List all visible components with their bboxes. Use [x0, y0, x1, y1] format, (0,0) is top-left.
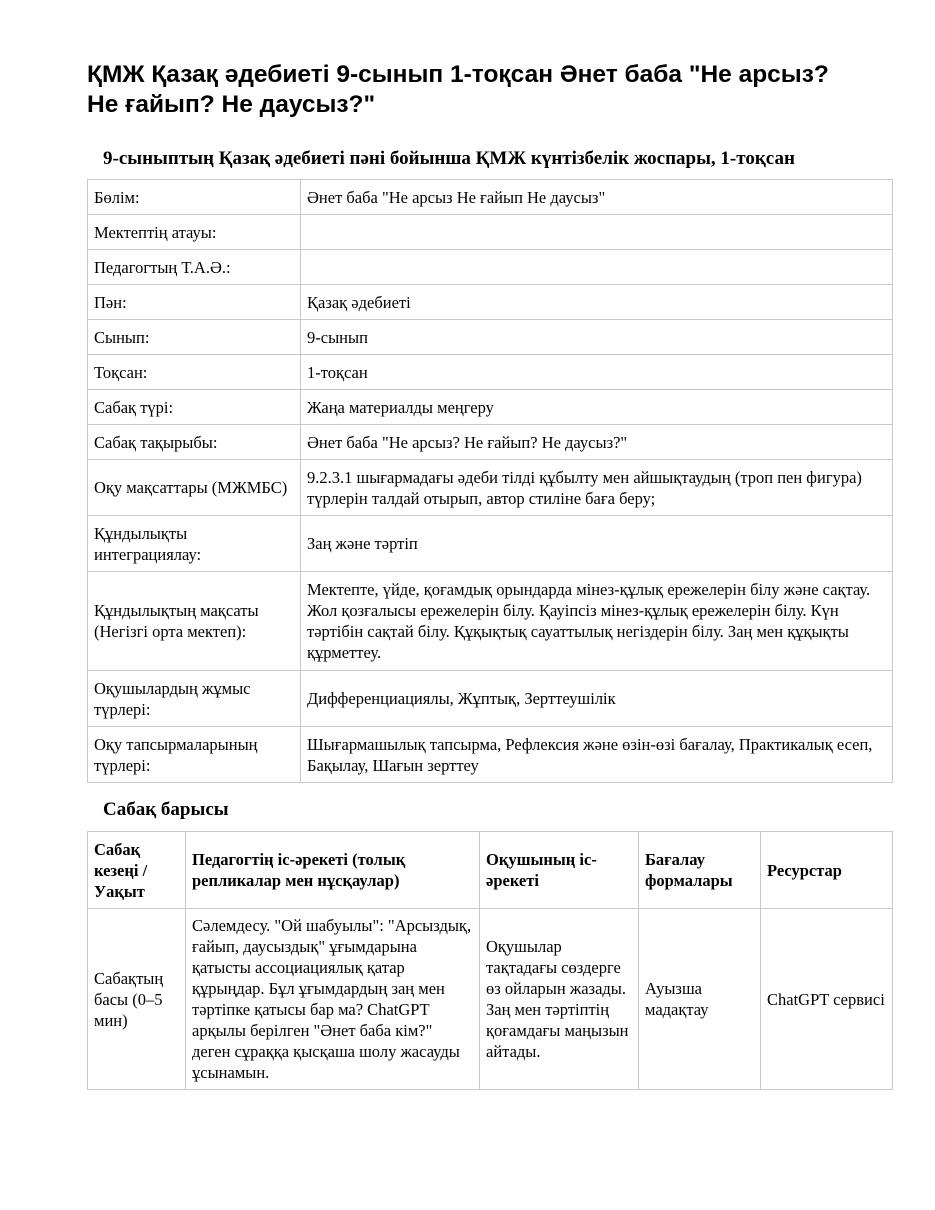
info-value: 9-сынып — [301, 320, 893, 355]
info-label: Оқу мақсаттары (МЖМБС) — [88, 460, 301, 516]
table-cell: ChatGPT сервисі — [761, 909, 893, 1090]
info-table — [87, 179, 893, 783]
info-label: Педагогтың Т.А.Ә.: — [88, 250, 301, 285]
table-row — [88, 671, 893, 727]
info-label: Бөлім: — [88, 180, 301, 215]
table-row — [88, 425, 893, 460]
table-row — [88, 250, 893, 285]
info-label: Сынып: — [88, 320, 301, 355]
info-label: Құндылықты интеграциялау: — [88, 516, 301, 572]
column-header: Ресурстар — [761, 832, 893, 909]
info-value: Қазақ әдебиеті — [301, 285, 893, 320]
info-value — [301, 215, 893, 250]
table-header-row — [88, 832, 893, 909]
info-value: Жаңа материалды меңгеру — [301, 390, 893, 425]
info-value: 1-тоқсан — [301, 355, 893, 390]
info-value — [301, 250, 893, 285]
column-header: Оқушының іс-әрекеті — [480, 832, 639, 909]
table-row — [88, 727, 893, 783]
table-cell: Ауызша мадақтау — [639, 909, 761, 1090]
info-value: Әнет баба "Не арсыз? Не ғайып? Не даусыз?" — [301, 425, 893, 460]
info-label: Пән: — [88, 285, 301, 320]
table-row — [88, 285, 893, 320]
table-row — [88, 909, 893, 1090]
table-row — [88, 390, 893, 425]
info-value: Шығармашылық тапсырма, Рефлексия және өзін-өзі бағалау, Практикалық есеп, Бақылау, Шағын зерттеу — [301, 727, 893, 783]
table-row — [88, 460, 893, 516]
document-page — [87, 60, 893, 1090]
table-row — [88, 180, 893, 215]
info-value: Заң және тәртіп — [301, 516, 893, 572]
table-cell: Сәлемдесу. "Ой шабуылы": "Арсыздық, ғайып, даусыздық" ұғымдарына қатысты ассоциациялық қатар құрыңдар. Бұл ұғымдардың заң мен тәртіпке қатысы бар ма? ChatGPT арқылы берілген "Әнет баба кім?" деген сұраққа қысқаша шолу жасауды ұсынамын. — [186, 909, 480, 1090]
lesson-section-title: Сабақ барысы — [103, 799, 229, 820]
table-row — [88, 516, 893, 572]
info-label: Оқушылардың жұмыс түрлері: — [88, 671, 301, 727]
info-label: Құндылықтың мақсаты (Негізгі орта мектеп): — [88, 572, 301, 671]
document-title: ҚМЖ Қазақ әдебиеті 9-сынып 1-тоқсан Әнет баба "Не арсыз? Не ғайып? Не даусыз?" — [87, 61, 829, 118]
column-header: Бағалау формалары — [639, 832, 761, 909]
info-value: Дифференциациялы, Жұптық, Зерттеушілік — [301, 671, 893, 727]
info-label: Тоқсан: — [88, 355, 301, 390]
info-label: Сабақ тақырыбы: — [88, 425, 301, 460]
info-value: Мектепте, үйде, қоғамдық орындарда мінез-құлық ережелерін білу және сақтау. Жол қозғалысы ережелерін білу. Қауіпсіз мінез-құлық ережелерін білу. Күн тәртібін сақтай білу. Құқықтық сауаттылық негіздерін білу. Заң мен құқықты құрметтеу. — [301, 572, 893, 671]
column-header: Сабақ кезеңі / Уақыт — [88, 832, 186, 909]
table-row — [88, 215, 893, 250]
info-label: Сабақ түрі: — [88, 390, 301, 425]
document-subtitle: 9-сыныптың Қазақ әдебиеті пәні бойынша ҚМЖ күнтізбелік жоспары, 1-тоқсан — [103, 148, 795, 169]
table-row — [88, 320, 893, 355]
info-label: Мектептің атауы: — [88, 215, 301, 250]
column-header: Педагогтің іс-әрекеті (толық репликалар мен нұсқаулар) — [186, 832, 480, 909]
info-value: Әнет баба "Не арсыз Не ғайып Не даусыз" — [301, 180, 893, 215]
info-label: Оқу тапсырмаларының түрлері: — [88, 727, 301, 783]
table-cell: Оқушылар тақтадағы сөздерге өз ойларын жазады. Заң мен тәртіптің қоғамдағы маңызын айтады. — [480, 909, 639, 1090]
lesson-table — [87, 831, 893, 1090]
info-value: 9.2.3.1 шығармадағы әдеби тілді құбылту мен айшықтаудың (троп пен фигура) түрлерін талдай отырып, автор стиліне баға беру; — [301, 460, 893, 516]
table-cell: Сабақтың басы (0–5 мин) — [88, 909, 186, 1090]
table-row — [88, 355, 893, 390]
table-row — [88, 572, 893, 671]
